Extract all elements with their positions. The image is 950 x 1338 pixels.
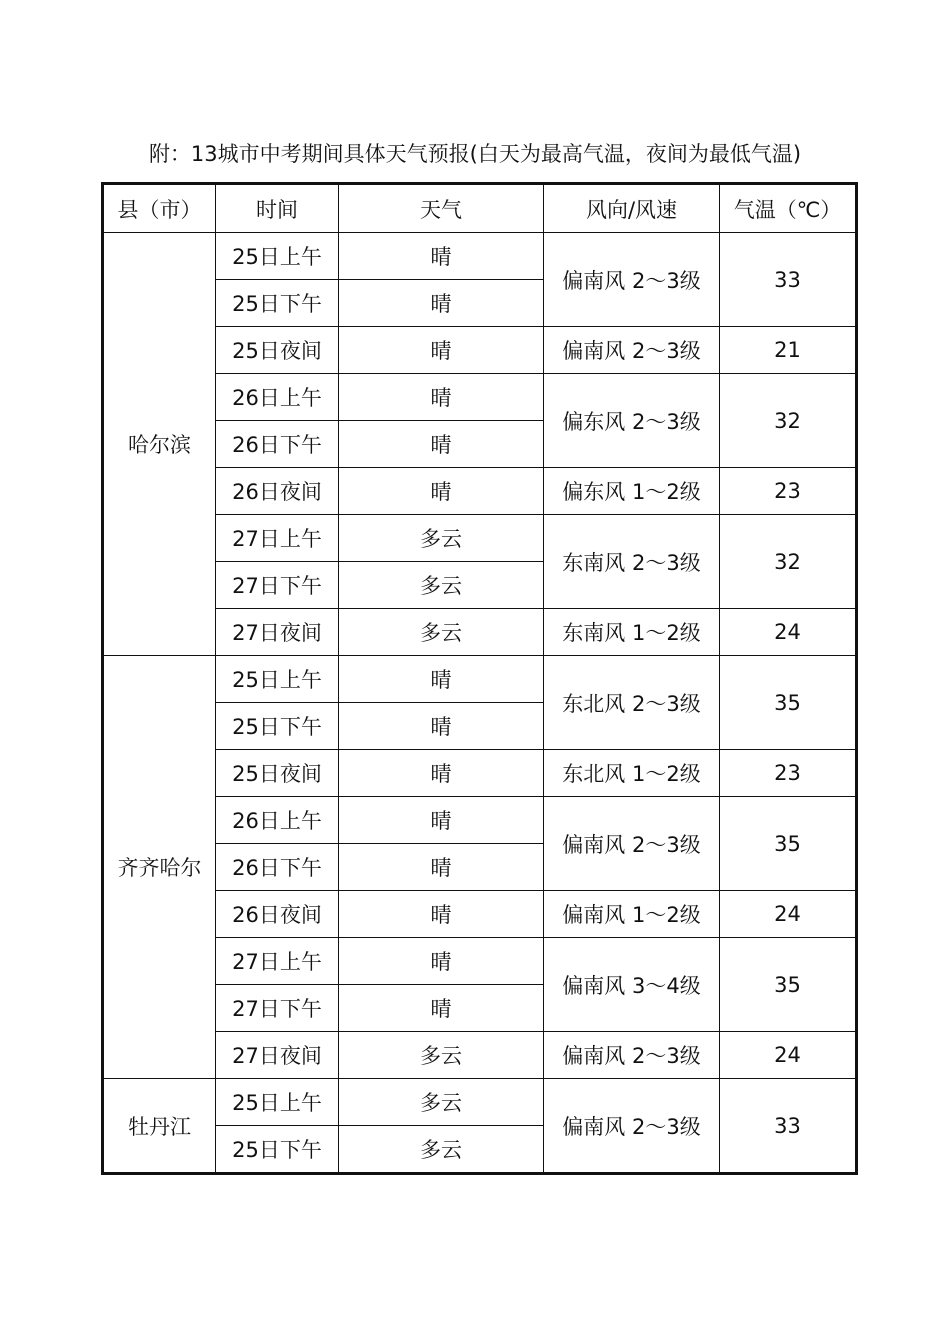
- header-weather: 天气: [339, 184, 544, 233]
- wind-cell: 东北风 2～3级: [544, 656, 720, 750]
- wind-cell: 偏东风 2～3级: [544, 374, 720, 468]
- time-cell: 26日下午: [216, 421, 339, 468]
- table-row: [103, 797, 857, 844]
- weather-cell: 多云: [339, 609, 544, 656]
- weather-cell: 多云: [339, 1032, 544, 1079]
- wind-cell: 偏南风 2～3级: [544, 1079, 720, 1174]
- weather-cell: 晴: [339, 938, 544, 985]
- time-cell: 27日夜间: [216, 1032, 339, 1079]
- time-cell: 25日夜间: [216, 327, 339, 374]
- table-row: [103, 938, 857, 985]
- table-row: [103, 1032, 857, 1079]
- wind-cell: 偏南风 3～4级: [544, 938, 720, 1032]
- weather-cell: 晴: [339, 891, 544, 938]
- table-row: [103, 1079, 857, 1126]
- time-cell: 27日上午: [216, 515, 339, 562]
- wind-cell: 东南风 1～2级: [544, 609, 720, 656]
- time-cell: 25日上午: [216, 233, 339, 280]
- wind-cell: 东北风 1～2级: [544, 750, 720, 797]
- weather-cell: 晴: [339, 374, 544, 421]
- weather-cell: 晴: [339, 280, 544, 327]
- wind-cell: 东南风 2～3级: [544, 515, 720, 609]
- weather-cell: 晴: [339, 468, 544, 515]
- wind-cell: 偏南风 2～3级: [544, 233, 720, 327]
- time-cell: 26日下午: [216, 844, 339, 891]
- temp-cell: 21: [720, 327, 857, 374]
- weather-cell: 多云: [339, 562, 544, 609]
- weather-cell: 晴: [339, 985, 544, 1032]
- wind-cell: 偏东风 1～2级: [544, 468, 720, 515]
- time-cell: 26日上午: [216, 374, 339, 421]
- weather-cell: 多云: [339, 1079, 544, 1126]
- temp-cell: 35: [720, 938, 857, 1032]
- temp-cell: 24: [720, 609, 857, 656]
- weather-cell: 多云: [339, 1126, 544, 1174]
- table-row: [103, 374, 857, 421]
- table-row: [103, 233, 857, 280]
- temp-cell: 24: [720, 1032, 857, 1079]
- time-cell: 25日上午: [216, 656, 339, 703]
- weather-cell: 晴: [339, 421, 544, 468]
- city-name: 哈尔滨: [103, 233, 216, 656]
- temp-cell: 24: [720, 891, 857, 938]
- weather-cell: 晴: [339, 656, 544, 703]
- table-row: [103, 327, 857, 374]
- time-cell: 27日下午: [216, 562, 339, 609]
- table-row: [103, 468, 857, 515]
- weather-cell: 晴: [339, 797, 544, 844]
- header-time: 时间: [216, 184, 339, 233]
- time-cell: 25日夜间: [216, 750, 339, 797]
- time-cell: 25日下午: [216, 1126, 339, 1174]
- temp-cell: 32: [720, 515, 857, 609]
- time-cell: 27日下午: [216, 985, 339, 1032]
- table-row: [103, 515, 857, 562]
- header-county: 县（市）: [103, 184, 216, 233]
- temp-cell: 23: [720, 750, 857, 797]
- weather-cell: 晴: [339, 327, 544, 374]
- weather-cell: 晴: [339, 703, 544, 750]
- temp-cell: 35: [720, 797, 857, 891]
- time-cell: 25日上午: [216, 1079, 339, 1126]
- time-cell: 26日夜间: [216, 468, 339, 515]
- wind-cell: 偏南风 2～3级: [544, 1032, 720, 1079]
- temp-cell: 33: [720, 1079, 857, 1174]
- page-title: 附：13城市中考期间具体天气预报(白天为最高气温，夜间为最低气温): [148, 142, 802, 166]
- header-wind: 风向/风速: [544, 184, 720, 233]
- header-temp: 气温（℃）: [720, 184, 857, 233]
- wind-cell: 偏南风 1～2级: [544, 891, 720, 938]
- time-cell: 27日夜间: [216, 609, 339, 656]
- weather-forecast-table: [101, 182, 858, 1175]
- city-name: 齐齐哈尔: [103, 656, 216, 1079]
- time-cell: 26日夜间: [216, 891, 339, 938]
- time-cell: 25日下午: [216, 703, 339, 750]
- weather-cell: 晴: [339, 750, 544, 797]
- weather-cell: 晴: [339, 233, 544, 280]
- time-cell: 26日上午: [216, 797, 339, 844]
- weather-cell: 晴: [339, 844, 544, 891]
- table-row: [103, 609, 857, 656]
- header-row: [103, 184, 857, 233]
- weather-cell: 多云: [339, 515, 544, 562]
- table-row: [103, 656, 857, 703]
- table-row: [103, 891, 857, 938]
- time-cell: 25日下午: [216, 280, 339, 327]
- temp-cell: 32: [720, 374, 857, 468]
- wind-cell: 偏南风 2～3级: [544, 797, 720, 891]
- city-name: 牡丹江: [103, 1079, 216, 1174]
- temp-cell: 35: [720, 656, 857, 750]
- temp-cell: 33: [720, 233, 857, 327]
- temp-cell: 23: [720, 468, 857, 515]
- time-cell: 27日上午: [216, 938, 339, 985]
- table-row: [103, 750, 857, 797]
- wind-cell: 偏南风 2～3级: [544, 327, 720, 374]
